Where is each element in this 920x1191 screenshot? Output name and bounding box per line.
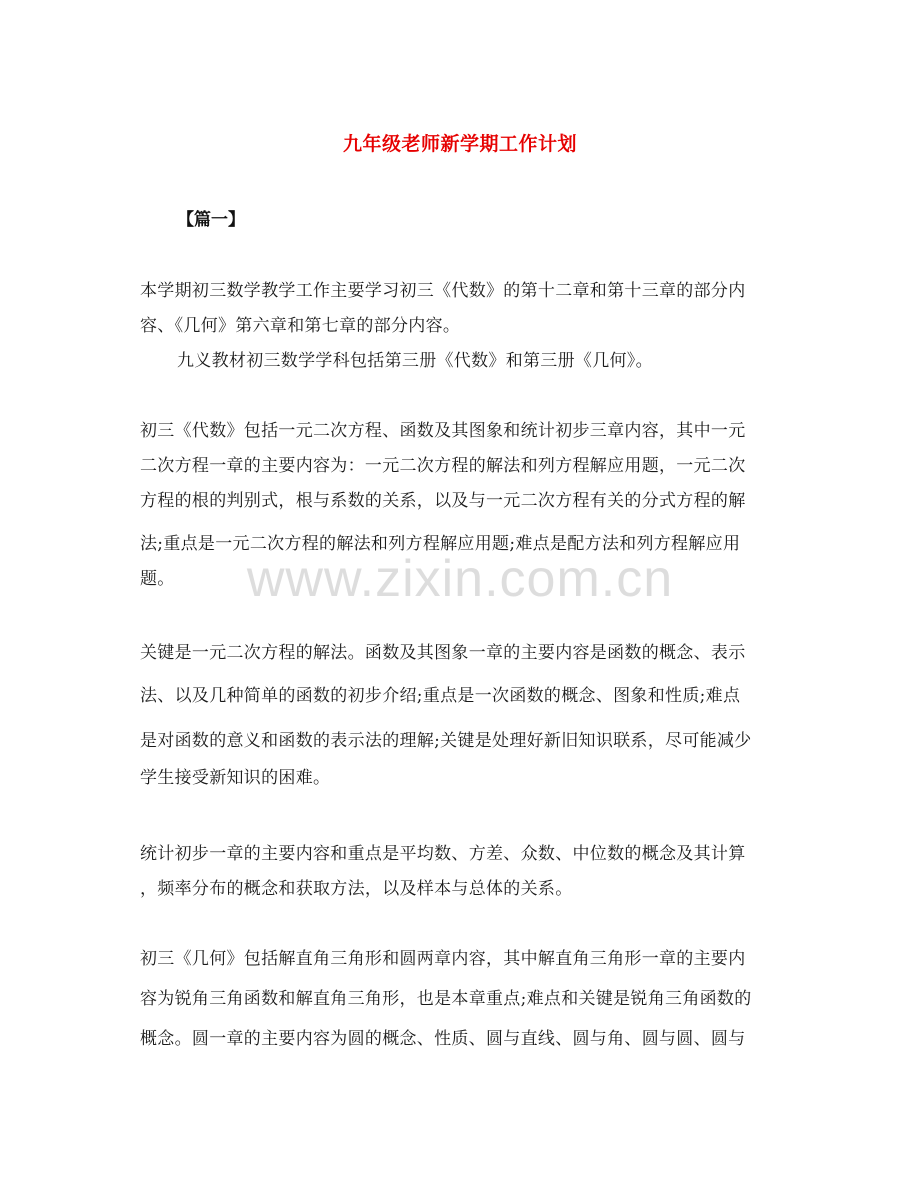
watermark: www.zixin.com.cn <box>246 550 674 608</box>
page-title: 九年级老师新学期工作计划 <box>342 133 577 155</box>
paragraph-line: 初三《几何》包括解直角三角形和圆两章内容，其中解直角三角形一章的主要内 <box>140 949 746 969</box>
paragraph-line: 方程的根的判别式，根与系数的关系，以及与一元二次方程有关的分式方程的解 <box>140 491 746 511</box>
paragraph-line: 法;重点是一元二次方程的解法和列方程解应用题;难点是配方法和列方程解应用 <box>140 534 741 554</box>
paragraph-line: 概念。圆一章的主要内容为圆的概念、性质、圆与直线、圆与角、圆与圆、圆与 <box>140 1029 746 1049</box>
paragraph-line: ，频率分布的概念和获取方法，以及样本与总体的关系。 <box>140 879 573 899</box>
paragraph-line: 是对函数的意义和函数的表示法的理解;关键是处理好新旧知识联系，尽可能减少 <box>140 731 752 751</box>
paragraph-line: 统计初步一章的主要内容和重点是平均数、方差、众数、中位数的概念及其计算 <box>140 844 746 864</box>
paragraph-line: 初三《代数》包括一元二次方程、函数及其图象和统计初步三章内容，其中一元 <box>140 421 746 441</box>
section-label: 【篇一】 <box>177 210 245 230</box>
paragraph-line: 本学期初三数学教学工作主要学习初三《代数》的第十二章和第十三章的部分内 <box>140 281 746 301</box>
paragraph-line: 关键是一元二次方程的解法。函数及其图象一章的主要内容是函数的概念、表示 <box>140 643 746 663</box>
paragraph-line: 二次方程一章的主要内容为：一元二次方程的解法和列方程解应用题，一元二次 <box>140 456 746 476</box>
paragraph-line: 容、《几何》第六章和第七章的部分内容。 <box>140 316 461 336</box>
paragraph-line: 九义教材初三数学学科包括第三册《代数》和第三册《几何》。 <box>177 351 653 371</box>
paragraph-line: 法、以及几种简单的函数的初步介绍;重点是一次函数的概念、图象和性质;难点 <box>140 686 741 706</box>
paragraph-line: 学生接受新知识的困难。 <box>140 768 331 788</box>
paragraph-line: 题。 <box>140 569 175 589</box>
paragraph-line: 容为锐角三角函数和解直角三角形，也是本章重点;难点和关键是锐角三角函数的 <box>140 989 752 1009</box>
